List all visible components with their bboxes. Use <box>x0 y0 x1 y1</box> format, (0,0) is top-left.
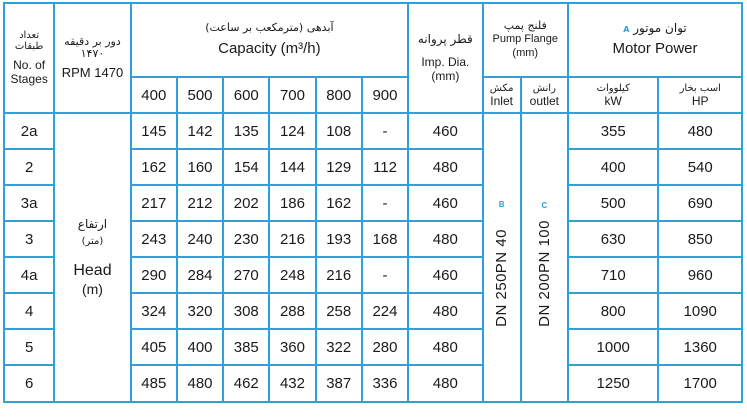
head-value-cell: 144 <box>269 149 315 185</box>
hp-header <box>658 77 742 113</box>
head-value-cell: 248 <box>269 257 315 293</box>
head-value-cell: 336 <box>362 365 408 402</box>
motor-hp-cell: 960 <box>658 257 742 293</box>
motor-hp-cell: 480 <box>658 113 742 149</box>
stage-cell: 4a <box>4 257 54 293</box>
capacity-col-500: 500 <box>177 77 223 113</box>
head-value-cell: 216 <box>316 257 362 293</box>
head-value-cell: 154 <box>223 149 269 185</box>
head-value-cell: 290 <box>131 257 177 293</box>
head-value-cell: 129 <box>316 149 362 185</box>
flange-header-en: Pump Flange <box>492 33 558 45</box>
motor-kw-cell: 400 <box>568 149 658 185</box>
outlet-mark: C <box>541 200 548 210</box>
hp-header-en: HP <box>691 93 709 108</box>
outlet-dn: DN 200 <box>535 272 553 327</box>
head-value-cell: 224 <box>362 293 408 329</box>
motor-kw-cell: 355 <box>568 113 658 149</box>
inlet-flange-cell <box>483 113 521 402</box>
motor-hp-cell: 540 <box>658 149 742 185</box>
head-value-cell: 162 <box>316 185 362 221</box>
outlet-flange-cell <box>521 113 568 402</box>
stage-cell: 3a <box>4 185 54 221</box>
capacity-col-700: 700 <box>269 77 315 113</box>
hp-header-fa: اسب بخار <box>679 82 721 94</box>
stage-cell: 5 <box>4 329 54 365</box>
motor-kw-cell: 500 <box>568 185 658 221</box>
inlet-pn: PN 40 <box>493 228 511 274</box>
outlet-pn: PN 100 <box>535 219 553 273</box>
head-value-cell: 162 <box>131 149 177 185</box>
head-value-cell: 240 <box>177 221 223 257</box>
head-unit-en: (m) <box>81 280 103 297</box>
inlet-header <box>483 77 521 113</box>
rpm-header-fa: دور بر دقیقه ۱۴۷۰ <box>64 35 121 60</box>
stages-header-fa: تعداد طبقات <box>14 30 44 52</box>
kw-header-fa: کیلووات <box>596 82 630 94</box>
motor-kw-cell: 1000 <box>568 329 658 365</box>
impeller-header-unit: (mm) <box>431 69 460 83</box>
outlet-header-fa: رانش <box>532 82 556 94</box>
head-value-cell: 145 <box>131 113 177 149</box>
head-value-cell: 230 <box>223 221 269 257</box>
head-value-cell: 485 <box>131 365 177 402</box>
motor-hp-cell: 1700 <box>658 365 742 402</box>
head-value-cell: 202 <box>223 185 269 221</box>
stage-cell: 2 <box>4 149 54 185</box>
outlet-header <box>521 77 568 113</box>
stage-cell: 6 <box>4 365 54 402</box>
impeller-diameter-cell: 480 <box>408 365 482 402</box>
motor-hp-cell: 1090 <box>658 293 742 329</box>
impeller-diameter-cell: 480 <box>408 221 482 257</box>
head-value-cell: 432 <box>269 365 315 402</box>
head-value-cell: 217 <box>131 185 177 221</box>
capacity-header <box>131 3 408 77</box>
capacity-header-en: Capacity (m³/h) <box>218 40 321 57</box>
impeller-diameter-header <box>408 3 482 113</box>
rpm-header-en: RPM 1470 <box>61 65 124 80</box>
stage-cell: 2a <box>4 113 54 149</box>
head-value-cell: - <box>362 113 408 149</box>
head-value-cell: 270 <box>223 257 269 293</box>
head-value-cell: 216 <box>269 221 315 257</box>
head-value-cell: - <box>362 257 408 293</box>
head-value-cell: 160 <box>177 149 223 185</box>
capacity-col-600: 600 <box>223 77 269 113</box>
inlet-header-fa: مکش <box>489 82 514 94</box>
head-value-cell: 124 <box>269 113 315 149</box>
head-value-cell: 308 <box>223 293 269 329</box>
head-unit-fa: (متر) <box>81 235 104 247</box>
kw-header-en: kW <box>604 93 622 108</box>
head-value-cell: 108 <box>316 113 362 149</box>
impeller-header-en: Imp. Dia. <box>421 55 470 69</box>
impeller-diameter-cell: 460 <box>408 113 482 149</box>
motor-hp-cell: 850 <box>658 221 742 257</box>
stage-cell: 3 <box>4 221 54 257</box>
head-value-cell: 462 <box>223 365 269 402</box>
head-value-cell: 243 <box>131 221 177 257</box>
head-value-cell: 168 <box>362 221 408 257</box>
head-label-fa: ارتفاع <box>77 216 108 231</box>
inlet-dn: DN 250 <box>493 273 511 328</box>
outlet-header-en: outlet <box>529 93 560 108</box>
stages-header <box>4 3 54 113</box>
head-value-cell: 135 <box>223 113 269 149</box>
head-value-cell: 142 <box>177 113 223 149</box>
capacity-col-900: 900 <box>362 77 408 113</box>
head-value-cell: 186 <box>269 185 315 221</box>
capacity-col-400: 400 <box>131 77 177 113</box>
head-value-cell: 258 <box>316 293 362 329</box>
motor-hp-cell: 690 <box>658 185 742 221</box>
motor-kw-cell: 1250 <box>568 365 658 402</box>
head-value-cell: 280 <box>362 329 408 365</box>
head-value-cell: 400 <box>177 329 223 365</box>
flange-header-unit: (mm) <box>512 47 539 59</box>
head-value-cell: 193 <box>316 221 362 257</box>
motor-hp-cell: 1360 <box>658 329 742 365</box>
motor-kw-cell: 630 <box>568 221 658 257</box>
pump-flange-header <box>483 3 568 77</box>
motor-header-fa: توان موتور <box>633 21 687 35</box>
capacity-col-800: 800 <box>316 77 362 113</box>
head-value-cell: - <box>362 185 408 221</box>
head-value-cell: 360 <box>269 329 315 365</box>
stages-header-en: No. of Stages <box>10 58 48 86</box>
inlet-mark: B <box>498 199 505 209</box>
head-value-cell: 405 <box>131 329 177 365</box>
motor-header-en: Motor Power <box>612 40 698 57</box>
impeller-diameter-cell: 480 <box>408 149 482 185</box>
impeller-header-fa: قطر پروانه <box>417 32 473 46</box>
motor-power-header <box>568 3 742 77</box>
head-value-cell: 284 <box>177 257 223 293</box>
header-row-top <box>4 3 742 77</box>
inlet-header-en: Inlet <box>490 93 513 108</box>
pump-performance-table <box>3 2 743 403</box>
stage-cell: 4 <box>4 293 54 329</box>
motor-kw-cell: 800 <box>568 293 658 329</box>
head-label-en: Head <box>73 261 112 279</box>
head-value-cell: 288 <box>269 293 315 329</box>
head-value-cell: 480 <box>177 365 223 402</box>
impeller-diameter-cell: 460 <box>408 257 482 293</box>
table-row <box>4 113 742 149</box>
head-label-cell <box>54 113 130 402</box>
kw-header <box>568 77 658 113</box>
head-value-cell: 385 <box>223 329 269 365</box>
head-value-cell: 212 <box>177 185 223 221</box>
head-value-cell: 387 <box>316 365 362 402</box>
head-value-cell: 320 <box>177 293 223 329</box>
head-value-cell: 324 <box>131 293 177 329</box>
impeller-diameter-cell: 480 <box>408 329 482 365</box>
head-value-cell: 112 <box>362 149 408 185</box>
flange-header-fa: فلنج پمپ <box>503 19 547 32</box>
motor-mark: A <box>623 25 630 34</box>
rpm-header <box>54 3 130 113</box>
capacity-header-fa: آبدهی (مترمکعب بر ساعت) <box>205 21 334 34</box>
impeller-diameter-cell: 460 <box>408 185 482 221</box>
head-value-cell: 322 <box>316 329 362 365</box>
impeller-diameter-cell: 480 <box>408 293 482 329</box>
motor-kw-cell: 710 <box>568 257 658 293</box>
